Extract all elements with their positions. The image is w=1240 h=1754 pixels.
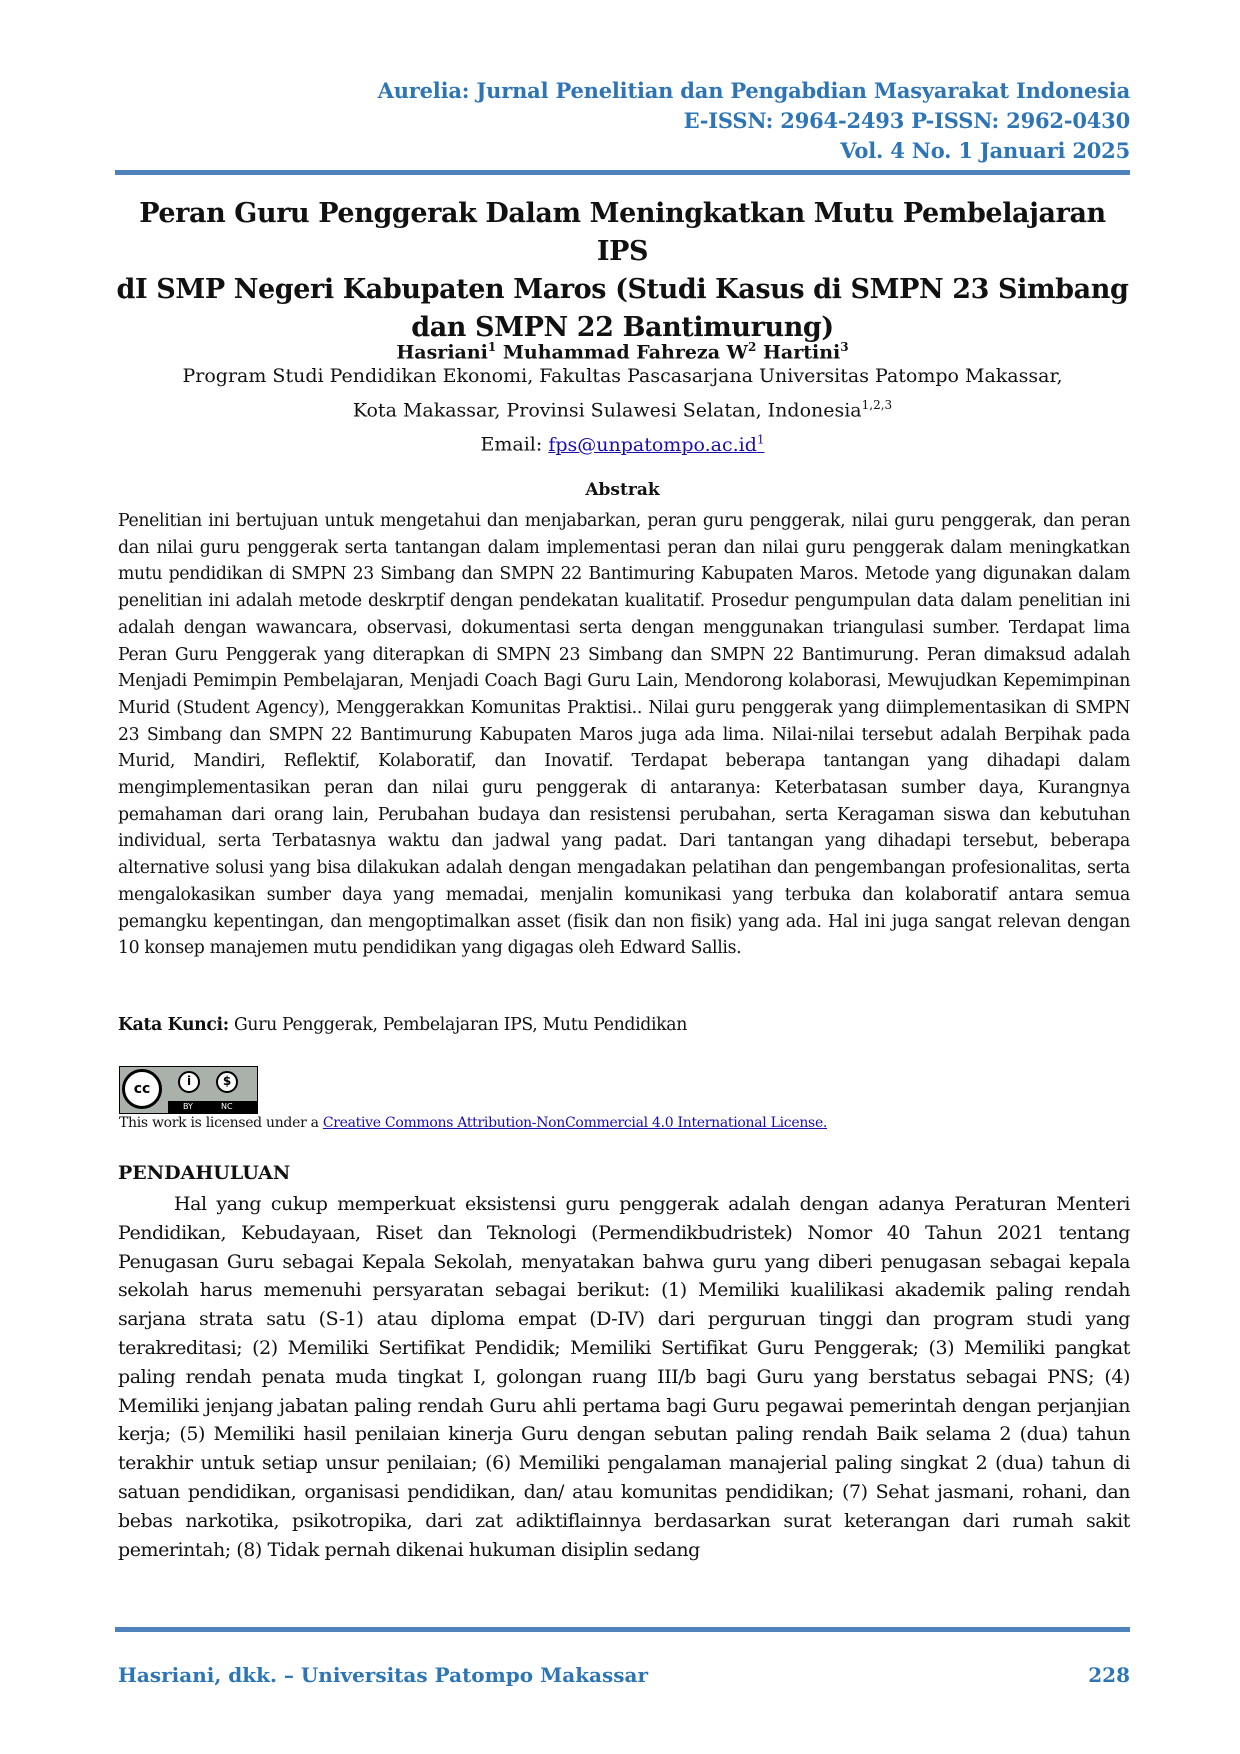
license-prefix: This work is licensed under a bbox=[119, 1115, 319, 1131]
keywords-value: Guru Penggerak, Pembelajaran IPS, Mutu Pendidikan bbox=[233, 1015, 687, 1035]
article-title bbox=[115, 195, 1130, 347]
author-sup: 1 bbox=[487, 340, 497, 354]
email-line bbox=[115, 425, 1130, 459]
email-address[interactable]: fps@unpatompo.ac.id bbox=[548, 433, 757, 456]
abstract-heading: Abstrak bbox=[585, 480, 660, 500]
footer-authors: Hasriani, dkk. – Universitas Patompo Makassar bbox=[118, 1663, 649, 1687]
affiliation-line-2 bbox=[115, 391, 1130, 425]
author-name: Hartini bbox=[762, 341, 841, 364]
journal-volume: Vol. 4 No. 1 Januari 2025 bbox=[840, 138, 1130, 163]
author-name: Hasriani bbox=[396, 341, 488, 364]
journal-header bbox=[378, 76, 1130, 166]
email-sup: 1 bbox=[756, 432, 765, 447]
page-number: 228 bbox=[1088, 1663, 1130, 1687]
author-sup: 3 bbox=[840, 340, 849, 354]
cc-icon: cc bbox=[122, 1069, 162, 1109]
journal-name: Aurelia: Jurnal Penelitian dan Pengabdian Masyarakat Indonesia bbox=[377, 78, 1130, 103]
affiliation-location: Kota Makassar, Provinsi Sulawesi Selatan, Indonesia bbox=[352, 399, 862, 422]
affiliation-line: Program Studi Pendidikan Ekonomi, Fakultas Pascasarjana Universitas Patompo Makassar, bbox=[182, 365, 1063, 387]
cc-by-nc-badge-icon[interactable] bbox=[119, 1066, 258, 1114]
title-line: dan SMPN 22 Bantimurung) bbox=[411, 312, 834, 343]
license-statement bbox=[119, 1115, 827, 1131]
author-sup: 2 bbox=[747, 340, 757, 354]
email-link[interactable] bbox=[548, 434, 764, 456]
author-name: Muhammad Fahreza W bbox=[502, 341, 748, 364]
section-paragraph: Hal yang cukup memperkuat eksistensi guru penggerak adalah dengan adanya Peraturan Menteri Pendidikan, Kebudayaan, Riset dan Teknologi (Permendikbudristek) Nomor 40 Tahun 2021 tentang Penugasan Guru sebagai Kepala Sekolah, menyatakan bahwa guru yang diberi penugasan sebagai kepala sekolah harus memenuhi persyaratan sebagai berikut: (1) Memiliki kualilikasi akademik paling rendah sarjana strata satu (S-1) atau diploma empat (D-IV) dari perguruan tinggi dan program studi yang terakreditasi; (2) Memiliki Sertifikat Pendidik; Memiliki Sertifikat Guru Penggerak; (3) Memiliki pangkat paling rendah penata muda tingkat I, golongan ruang III/b bagi Guru yang berstatus sebagai PNS; (4) Memiliki jenjang jabatan paling rendah Guru ahli pertama bagi Guru pegawai pemerintah dengan perjanjian kerja; (5) Memiliki hasil penilaian kinerja Guru dengan sebutan paling rendah Baik selama 2 (dua) tahun terakhir untuk setiap unsur penilaian; (6) Memiliki pengalaman manajerial paling singkat 2 (dua) tahun di satuan pendidikan, organisasi pendidikan, dan/ atau komunitas pendidikan; (7) Sehat jasmani, rohani, dan bebas narkotika, psikotropika, dari zat adiktiflainnya berdasarkan surat keterangan dari rumah sakit pemerintah; (8) Tidak pernah dikenai hukuman disiplin sedang bbox=[118, 1193, 1130, 1561]
attribution-icon: i bbox=[178, 1071, 200, 1093]
badge-bar bbox=[168, 1101, 257, 1113]
header-rule bbox=[115, 170, 1130, 175]
keywords-label: Kata Kunci: bbox=[118, 1015, 229, 1035]
title-line: Peran Guru Penggerak Dalam Meningkatkan Mutu Pembelajaran IPS bbox=[139, 198, 1106, 267]
title-line: dI SMP Negeri Kabupaten Maros (Studi Kasus di SMPN 23 Simbang bbox=[116, 274, 1129, 305]
section-heading: PENDAHULUAN bbox=[118, 1162, 291, 1184]
affiliation-sup: 1,2,3 bbox=[861, 398, 893, 412]
by-label: BY bbox=[183, 1102, 193, 1111]
license-link[interactable]: Creative Commons Attribution-NonCommercial 4.0 International License. bbox=[322, 1115, 828, 1131]
email-label: Email: bbox=[480, 433, 543, 456]
noncommercial-icon: $ bbox=[216, 1071, 238, 1093]
footer-rule bbox=[115, 1627, 1130, 1632]
abstract-text: Penelitian ini bertujuan untuk mengetahui dan menjabarkan, peran guru penggerak, nilai guru penggerak, dan peran dan nilai guru penggerak serta tantangan dalam implementasi peran dan nilai guru penggerak dalam meningkatkan mutu pendidikan di SMPN 23 Simbang dan SMPN 22 Bantimuring Kabupaten Maros. Metode yang digunakan dalam penelitian ini adalah metode deskrptif dengan pendekatan kualitatif. Prosedur pengumpulan data dalam penelitian ini adalah dengan wawancara, observasi, dokumentasi serta dengan menggunakan triangulasi sumber. Terdapat lima Peran Guru Penggerak yang diterapkan di SMPN 23 Simbang dan SMPN 22 Bantimurung. Peran dimaksud adalah Menjadi Pemimpin Pembelajaran, Menjadi Coach Bagi Guru Lain, Mendorong kolaborasi, Mewujudkan Kepemimpinan Murid (Student Agency), Menggerakkan Komunitas Praktisi.. Nilai guru penggerak yang diimplementasikan di SMPN 23 Simbang dan SMPN 22 Bantimurung Kabupaten Maros juga ada lima. Nilai-nilai tersebut adalah Berpihak pada Murid, Mandiri, Reflektif, Kolaboratif, dan Inovatif. Terdapat beberapa tantangan yang dihadapi dalam mengimplementasikan peran dan nilai guru penggerak di antaranya: Keterbatasan sumber daya, Kurangnya pemahaman dari orang lain, Perubahan budaya dan resistensi perubahan, serta Keragaman siswa dan kebutuhan individual, serta Terbatasnya waktu dan jadwal yang padat. Dari tantangan yang dihadapi tersebut, beberapa alternative solusi yang bisa dilakukan adalah dengan mengadakan pelatihan dan pengembangan profesionalitas, serta mengalokasikan sumber daya yang memadai, menjalin komunikasi yang terbuka dan kolaboratif antara semua pemangku kepentingan, dan mengoptimalkan asset (fisik dan non fisik) yang ada. Hal ini juga sangat relevan dengan 10 konsep manajemen mutu pendidikan yang digagas oleh Edward Sallis. bbox=[118, 511, 1130, 959]
nc-label: NC bbox=[221, 1102, 233, 1111]
journal-issn: E-ISSN: 2964-2493 P-ISSN: 2962-0430 bbox=[683, 108, 1130, 133]
keywords bbox=[118, 1015, 1130, 1035]
affiliation bbox=[115, 362, 1130, 460]
